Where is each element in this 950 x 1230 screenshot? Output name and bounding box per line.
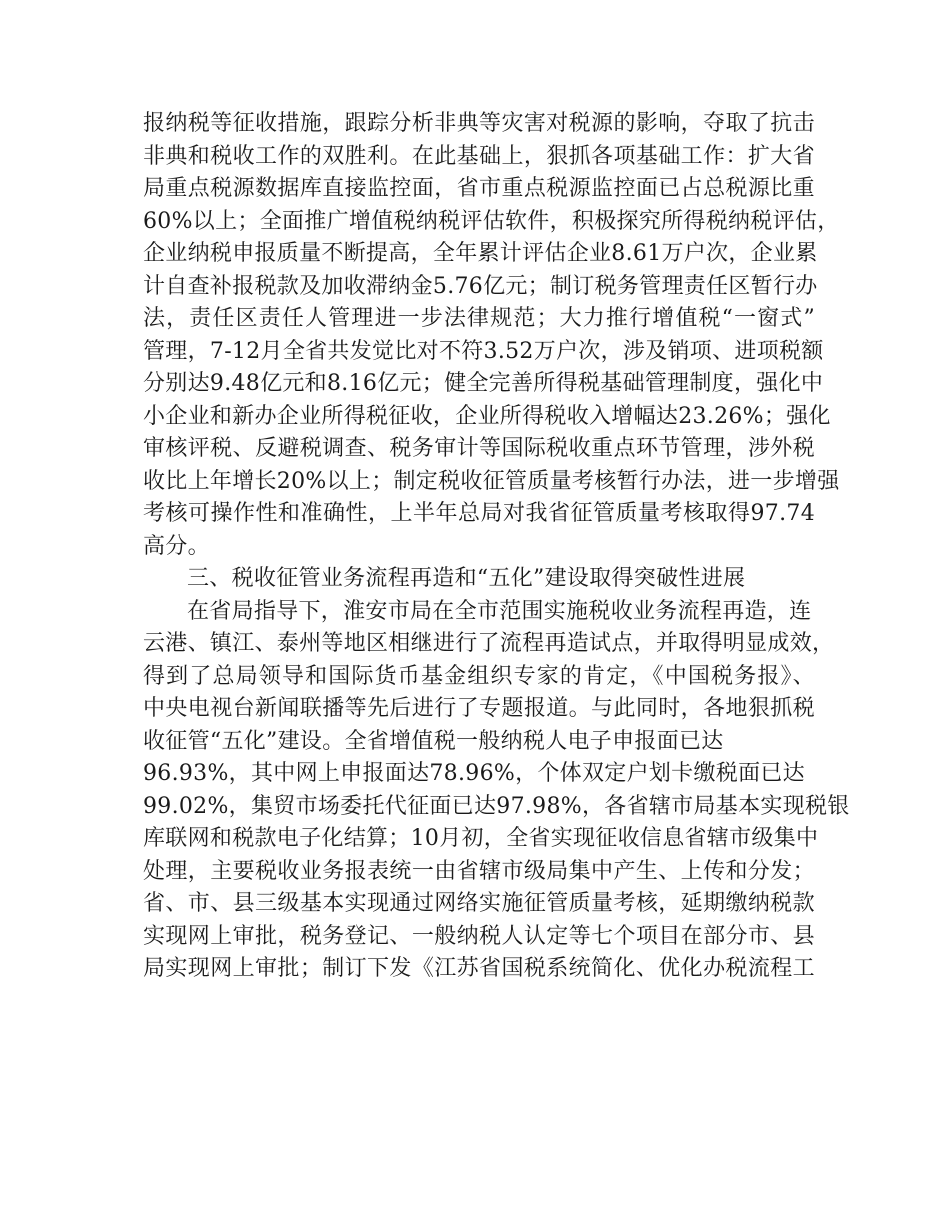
text-line: 小企业和新办企业所得税征收，企业所得税收入增幅达23.26%；强化 <box>143 403 831 429</box>
text-line: 审核评税、反避税调查、税务审计等国际税收重点环节管理，涉外税 <box>143 436 815 461</box>
text-line: 考核可操作性和准确性，上半年总局对我省征管质量考核取得97.74 <box>143 501 815 526</box>
text-line: 省、市、县三级基本实现通过网络实施征管质量考核，延期缴纳税款 <box>143 891 815 916</box>
text-line: 96.93%，其中网上申报面达78.96%，个体双定户划卡缴税面已达 <box>143 761 805 786</box>
text-line: 云港、镇江、泰州等地区相继进行了流程再造试点，并取得明显成效， <box>143 631 835 656</box>
text-line: 99.02%，集贸市场委托代征面已达97.98%，各省辖市局基本实现税银 <box>143 793 850 819</box>
paragraph-1 <box>143 108 840 563</box>
text-line: 分别达9.48亿元和8.16亿元；健全完善所得税基础管理制度，强化中 <box>143 371 824 396</box>
text-line: 局实现网上审批；制订下发《江苏省国税系统简化、优化办税流程工 <box>143 956 815 981</box>
section-heading: 三、税收征管业务流程再造和“五化”建设取得突破性进展 <box>187 566 746 591</box>
text-line: 法，责任区责任人管理进一步法律规范；大力推行增值税“一窗式” <box>143 306 815 331</box>
text-line: 企业纳税申报质量不断提高，全年累计评估企业8.61万户次，企业累 <box>143 241 818 266</box>
text-line: 计自查补报税款及加收滞纳金5.76亿元；制订税务管理责任区暂行办 <box>143 273 818 299</box>
text-line: 实现网上审批，税务登记、一般纳税人认定等七个项目在部分市、县 <box>143 923 815 949</box>
text-line: 60%以上；全面推广增值税纳税评估软件，积极探究所得税纳税评估， <box>143 208 840 234</box>
text-line: 管理，7-12月全省共发觉比对不符3.52万户次，涉及销项、进项税额 <box>143 338 824 364</box>
text-line: 库联网和税款电子化结算；10月初，全省实现征收信息省辖市级集中 <box>143 826 819 851</box>
text-line: 处理，主要税收业务报表统一由省辖市级局集中产生、上传和分发； <box>143 858 815 884</box>
text-line: 中央电视台新闻联播等先后进行了专题报道。与此同时，各地狠抓税 <box>143 696 815 721</box>
text-line: 收征管“五化”建设。全省增值税一般纳税人电子申报面已达 <box>143 728 724 754</box>
text-line: 局重点税源数据库直接监控面，省市重点税源监控面已占总税源比重 <box>143 176 815 201</box>
text-line: 收比上年增长20%以上；制定税收征管质量考核暂行办法，进一步增强 <box>143 468 840 494</box>
text-line: 非典和税收工作的双胜利。在此基础上，狠抓各项基础工作：扩大省 <box>143 143 815 169</box>
document-body <box>143 108 850 986</box>
paragraph-2 <box>143 596 850 986</box>
text-line: 报纳税等征收措施，跟踪分析非典等灾害对税源的影响，夺取了抗击 <box>143 111 815 136</box>
text-line: 得到了总局领导和国际货币基金组织专家的肯定，《中国税务报》、 <box>143 663 815 689</box>
text-line: 高分。 <box>143 533 210 559</box>
text-line: 在省局指导下，淮安市局在全市范围实施税收业务流程再造，连 <box>187 598 812 624</box>
